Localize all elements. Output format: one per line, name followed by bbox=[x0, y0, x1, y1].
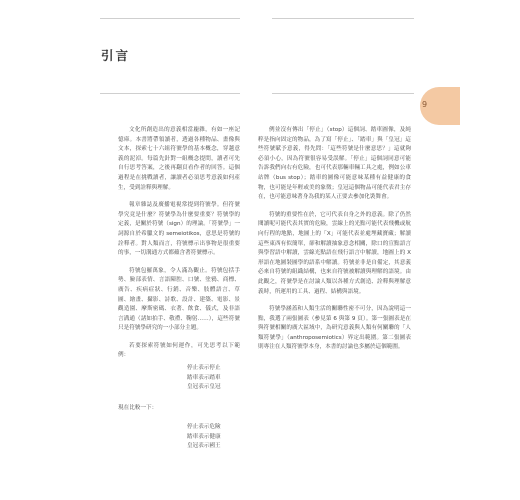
page-number-tab bbox=[420, 87, 460, 125]
example-list-a bbox=[187, 364, 221, 393]
paragraph: 例並沒有傳出「停止」（stop）這個詞、踏車圖像，及純粹是指向固定的物品，為了寫「停止」、「踏車」與「皇冠」這些符號賦予意義，得先問：「這些符號是什麼意思？」這就夠必須小心，因為符號很容易受誤解。「停止」這個詞同意可能告訴我們向右有危險，也可代表那輛車輛工具之處，例如公車站牌（bus stop）；踏車的圖像可能意味某種有益健康的食物，也可能是年輕或美的象徵；皇冠這個物品可能代表君主存在，也可能意味著身為我的某人正要去參加化裝舞會。 bbox=[258, 127, 411, 201]
example-list-b bbox=[187, 423, 221, 452]
paragraph: 符號學涵蓋和人類生活的關聯性密不可分，因為說明這一點，我選了兩張圖表（參見第 6 與第 9 頁）。第一張圖表是在與符號相關的廣大區域中，為研究意義與人類有何關聯的「人類符號學」（anthroposemiotics）界定出範圍。第二張圖表則專注在人類符號學本身，本書的討論也多屬於這個範圍。 bbox=[258, 306, 411, 351]
header-rule-left bbox=[100, 18, 240, 19]
chapter-title: 引言 bbox=[101, 48, 131, 63]
example-line: 停止表示停止 bbox=[187, 365, 221, 371]
paragraph: 符號的重要性在於，它可代表自身之外的意義。除了仍然閱讀呢可能代表其實的危險，雲線上的光點可能代表飛機或航向行程的地點，地圖上的「X」可能代表並處埋藏寶藏；解讀這些東西有似簡單，卻和解讀抽象意念相關，除口的宣點語言與學習語中解讀，雲線光點語在飛行語言中解讀，地圖上的 X 形語在地圖裝圖學的語系中解讀。符號並非是自備定，其意義必來自符號的組織結構，也來自符號被解讀與理解的語境。由此觀之，符號學是在討論人類以各種方式創造、詮釋與理解意義時，所運用的工具、過程、結構與語境。 bbox=[258, 211, 411, 295]
header-rule-right bbox=[272, 18, 414, 19]
divider-rule-left bbox=[100, 93, 240, 94]
example-line: 踏車表示踏車 bbox=[187, 374, 221, 381]
example-line: 皇冠表示皇冠 bbox=[187, 384, 221, 391]
page-number: 9 bbox=[422, 100, 428, 109]
paragraph: 報章雜誌及廣播電視常提到符號學。但符號學究竟是什麼？符號學為什麼要重要？符號學的定義，是關於符號（sign）的理論。「符號學」一詞源自於希臘文的 semeiotikos，意思是符號的詮釋者。對人類而言，符號標示出事物是很重要的事，一切溝通方式都蘊含著符號標示。 bbox=[118, 202, 240, 257]
left-column bbox=[118, 126, 240, 369]
paragraph: 若要探索符號如何運作，可先思考以下範例： bbox=[118, 342, 240, 359]
paragraph: 符號包羅萬象，令人滿為觀止。符號包括手勢、臉部表情、言語陳腔、口號、塗鴉、商標、廣告、疾病症狀、行銷、音樂、肢體語言、草圖、繪畫、攝影、詩歌、設計、建築、電影、景觀造園、摩斯密碼、衣著、飲食、儀式，及非語言溝通（諸如拍手、敬禮、鞠躬……），這些符號只是符號學研究的一小部分主題。 bbox=[118, 267, 240, 332]
transition-text: 現在比較一下： bbox=[118, 405, 158, 411]
paragraph: 文化所創造出的意義相當龐雜，有如一座記憶庫。本書將帶領讀者，透過各種物品、畫像與文本，探索七十六組符號學的基本概念，穿越意義的泥淖。每篇先針對一組概念提問，讀者可先自行思考答案，之後再翻頁看作者的回答。這個過程是在挑戰讀者，讓讀者必須思考意義如何產生，受到詮釋與理解。 bbox=[118, 127, 240, 191]
example-line: 皇冠表示國王 bbox=[187, 443, 221, 450]
right-column bbox=[258, 126, 411, 361]
example-line: 踏車表示健康 bbox=[187, 433, 221, 440]
divider-rule-right bbox=[272, 93, 414, 94]
example-line: 停止表示危險 bbox=[187, 424, 221, 430]
